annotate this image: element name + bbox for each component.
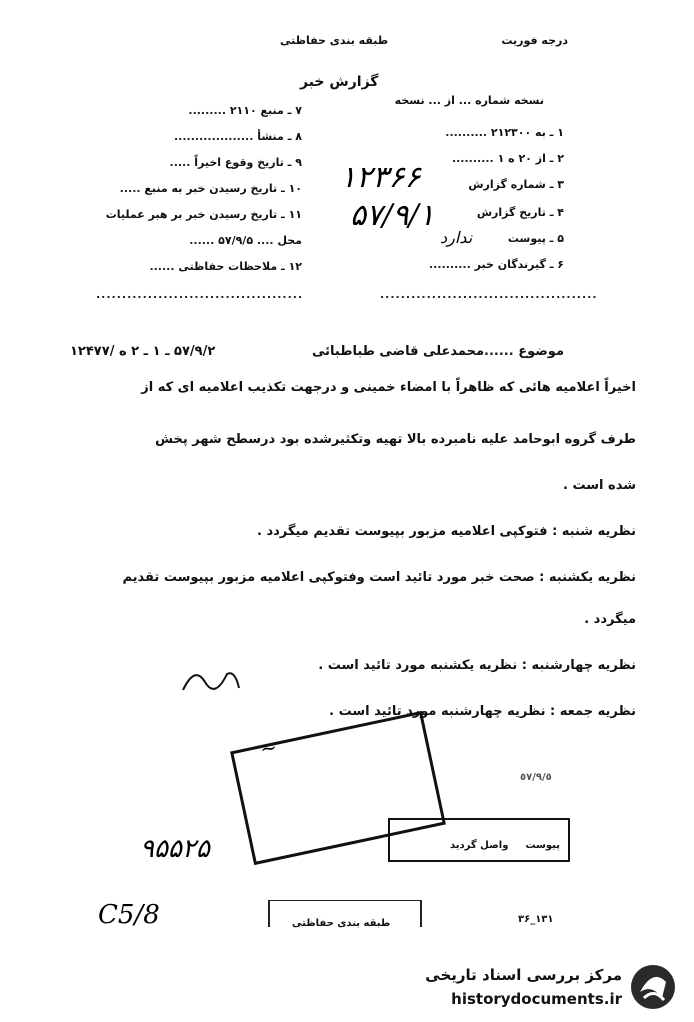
field-copy: نسخه شماره ... از ... نسخه (394, 94, 544, 107)
body-line-1: اخیراً اعلامیه هائی که ظاهراً با امضاء خمینی و درجهت تکذیب اعلامیه ای که از (141, 380, 636, 395)
subject-line: موضوع ......محمدعلی قاضی طباطبائی (311, 344, 564, 359)
dotted-line-2: .......................................... (380, 288, 598, 301)
field-report-number: ۳ ـ شماره گزارش (468, 178, 564, 191)
field-occurrence-date: ۹ ـ تاریخ وقوع اخیراً ..... (169, 156, 302, 169)
body-line-7: نظریه چهارشنبه : نظریه یکشنبه مورد تائید است . (318, 658, 636, 673)
body-line-6: میگردد . (584, 612, 636, 627)
stamp-scribble: ~ (258, 734, 279, 762)
field-report-date: ۴ ـ تاریخ گزارش (476, 206, 564, 219)
field-from: ۲ ـ از ۲۰ ه ۱ .......... (451, 152, 564, 165)
field-source: ۷ ـ منبع ۲۱۱۰ ......... (188, 104, 302, 117)
classification-bottom: طبقه بندی حفاظتی (292, 918, 391, 929)
archive-logo-icon (628, 962, 678, 1012)
field-date-to-ops: ۱۱ ـ تاریخ رسیدن خبر بر هبر عملیات (105, 208, 302, 221)
watermark-fa: مرکز بررسی اسناد تاریخی (425, 966, 622, 984)
body-line-5: نظریه یکشنبه : صحت خبر مورد تائید است وفتوکپی اعلامیه مزبور بپیوست تقدیم (122, 570, 636, 585)
field-origin: ۸ ـ منشأ ................... (173, 130, 302, 143)
handwritten-side-number: ۹۵۵۲۵ (140, 834, 210, 864)
body-line-4: نظریه شنبه : فتوکپی اعلامیه مزبور بپیوست تقدیم میگردد . (257, 524, 636, 539)
body-line-8: نظریه جمعه : نظریه چهارشنبه مورد تائید است . (329, 704, 636, 719)
body-line-3: شده است . (563, 478, 636, 493)
field-recipients: ۶ ـ گیرندگان خبر .......... (429, 258, 564, 271)
field-security-notes: ۱۲ ـ ملاحظات حفاظتی ...... (149, 260, 302, 273)
classification-top: طبقه بندی حفاظتی (280, 34, 389, 47)
field-attachment: ۵ ـ پیوست (507, 232, 564, 245)
signature-mark (175, 660, 245, 700)
body-line-2: طرف گروه ابوحامد علیه نامبرده بالا تهیه وتکثیرشده بود درسطح شهر پخش (155, 432, 636, 447)
handwritten-report-number: ۱۲۳۶۶ (340, 160, 421, 195)
report-title: گزارش خبر (300, 74, 379, 90)
subject-ref: ۵۷/۹/۲ ـ ۱ ـ ۲ ه /۱۲۴۷۷ (70, 344, 216, 359)
stamp-line-1: پیوست (525, 840, 560, 851)
handwritten-footer-mark: C5/8 (98, 900, 160, 930)
field-to: ۱ ـ به ۲۱۲۳۰۰ .......... (445, 126, 564, 139)
handwritten-report-date: ۵۷/۹/۱ (350, 198, 435, 233)
priority-label: درجه فوریت (501, 34, 568, 47)
watermark-url: historydocuments.ir (451, 990, 622, 1008)
stamp-line-2: واصل گردید (450, 840, 509, 851)
attachment-stamp (388, 818, 570, 862)
doc-number: ۳۶_۱۳۱ (518, 914, 554, 925)
field-place: محل .... ۵۷/۹/۵ ...... (189, 234, 302, 247)
field-date-to-source: ۱۰ ـ تاریخ رسیدن خبر به منبع ..... (119, 182, 302, 195)
stamp-faded-mark: ٥٧/٩/٥ (520, 772, 552, 783)
handwritten-attachment: ندارد (440, 228, 473, 247)
dotted-line: ........................................ (96, 288, 304, 301)
